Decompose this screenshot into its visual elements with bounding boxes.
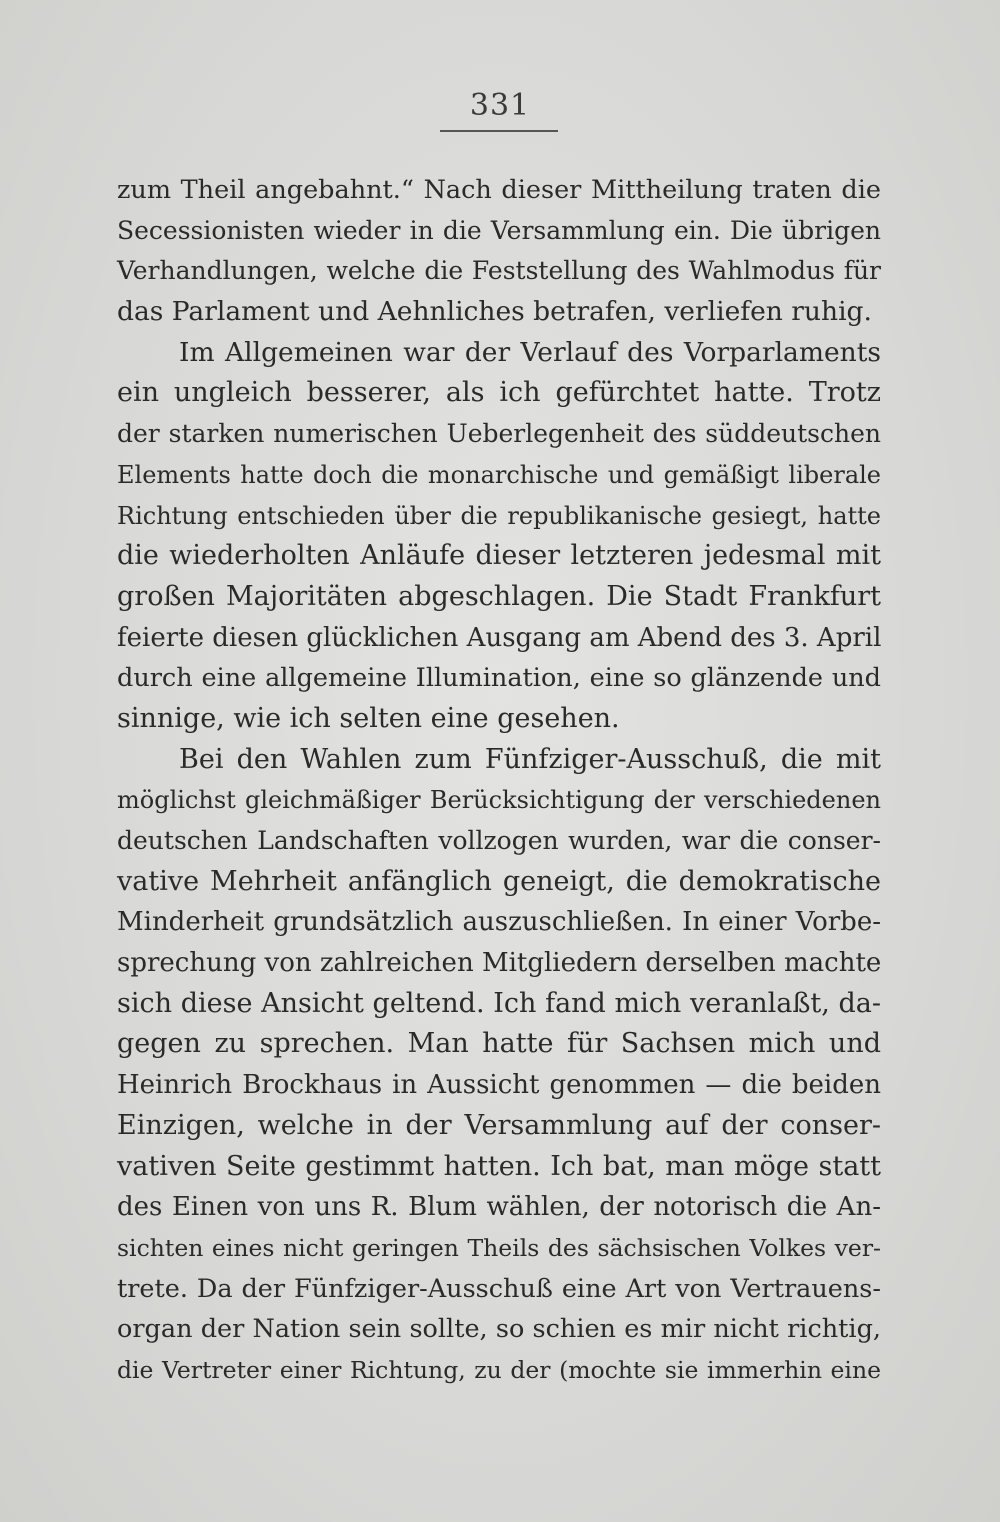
text-line: großen Majoritäten abgeschlagen. Die Stadt Frankfurt	[117, 580, 881, 612]
text-line: die wiederholten Anläufe dieser letzteren jedesmal mit	[117, 540, 881, 572]
body-text	[117, 170, 881, 1391]
text-line: Verhandlungen, welche die Feststellung des Wahlmodus für	[117, 256, 881, 286]
header-rule	[440, 130, 558, 132]
text-line: Minderheit grundsätzlich auszuschließen. In einer Vorbe-	[117, 907, 881, 938]
text-line: vativen Seite gestimmt hatten. Ich bat, man möge statt	[117, 1150, 881, 1182]
text-line: Richtung entschieden über die republikanische gesiegt, hatte	[117, 501, 881, 530]
text-line: Elements hatte doch die monarchische und gemäßigt liberale	[117, 460, 881, 489]
text-line: trete. Da der Fünfziger-Ausschuß eine Art von Vertrauens-	[117, 1273, 881, 1304]
text-line: gegen zu sprechen. Man hatte für Sachsen mich und	[117, 1028, 881, 1060]
text-line: sinnige, wie ich selten eine gesehen.	[117, 702, 620, 734]
text-line: des Einen von uns R. Blum wählen, der notorisch die An-	[117, 1192, 881, 1223]
text-line: deutschen Landschaften vollzogen wurden, war die conser-	[117, 826, 881, 855]
text-line: möglichst gleichmäßiger Berücksichtigung der verschiedenen	[117, 786, 881, 815]
text-line: sichten eines nicht geringen Theils des sächsischen Volkes ver-	[117, 1233, 881, 1262]
text-line: Heinrich Brockhaus in Aussicht genommen — die beiden	[117, 1070, 881, 1101]
text-line: Einzigen, welche in der Versammlung auf der conser-	[117, 1109, 881, 1141]
text-line: Bei den Wahlen zum Fünfziger-Ausschuß, die mit	[179, 743, 881, 775]
text-line: sich diese Ansicht geltend. Ich fand mich veranlaßt, da-	[117, 987, 881, 1019]
text-line: vative Mehrheit anfänglich geneigt, die demokratische	[117, 865, 881, 897]
text-line: organ der Nation sein sollte, so schien es mir nicht richtig,	[117, 1314, 881, 1345]
text-line: der starken numerischen Ueberlegenheit des süddeutschen	[117, 419, 881, 449]
text-line: Secessionisten wieder in die Versammlung ein. Die übrigen	[117, 215, 881, 245]
text-line: sprechung von zahlreichen Mitgliedern derselben machte	[117, 948, 882, 979]
page-number: 331	[469, 88, 531, 123]
text-line: das Parlament und Aehnliches betrafen, verliefen ruhig.	[117, 296, 872, 328]
text-line: durch eine allgemeine Illumination, eine so glänzende und	[117, 663, 881, 694]
text-line: die Vertreter einer Richtung, zu der (mochte sie immerhin eine	[117, 1355, 881, 1384]
text-line: feierte diesen glücklichen Ausgang am Abend des 3. April	[117, 622, 882, 653]
text-line: Im Allgemeinen war der Verlauf des Vorparlaments	[179, 336, 881, 368]
text-line: ein ungleich besserer, als ich gefürchtet hatte. Trotz	[117, 377, 881, 409]
text-line: zum Theil angebahnt.“ Nach dieser Mittheilung traten die	[117, 175, 881, 205]
